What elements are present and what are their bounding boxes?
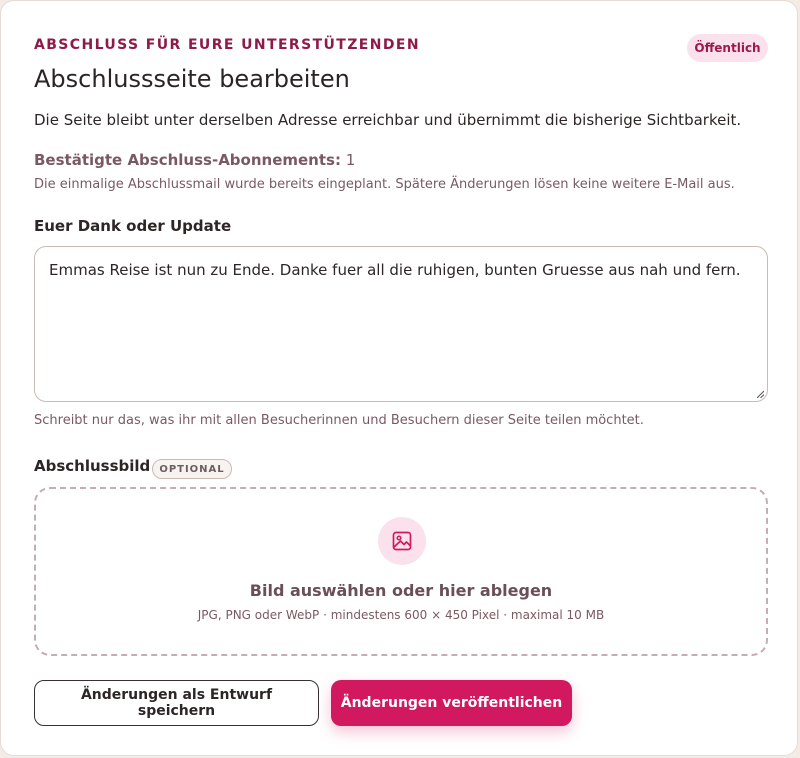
resize-grip-icon[interactable] — [756, 390, 764, 398]
message-field-label: Euer Dank oder Update — [34, 217, 232, 235]
dropzone-title: Bild auswählen oder hier ablegen — [249, 581, 553, 600]
image-dropzone[interactable] — [34, 487, 768, 656]
publish-button[interactable]: Änderungen veröffentlichen — [331, 680, 572, 726]
page-description: Die Seite bleibt unter derselben Adresse erreichbar und übernimmt die bisherige Sichtbarkeit. — [34, 111, 742, 129]
section-eyebrow: ABSCHLUSS FÜR EURE UNTERSTÜTZENDEN — [34, 37, 420, 53]
dropzone-requirements: JPG, PNG oder WebP · mindestens 600 × 450 Pixel · maximal 10 MB — [197, 608, 605, 622]
subscription-stat-count: 1 — [345, 151, 356, 169]
optional-badge: OPTIONAL — [152, 459, 232, 479]
save-draft-button[interactable]: Änderungen als Entwurf speichern — [34, 680, 319, 726]
image-icon — [378, 517, 426, 565]
page-title: Abschlussseite bearbeiten — [34, 65, 350, 93]
visibility-badge: Öffentlich — [687, 34, 768, 62]
message-hint: Schreibt nur das, was ihr mit allen Besucherinnen und Besuchern dieser Seite teilen möchtet. — [34, 413, 644, 428]
message-textarea[interactable] — [34, 246, 768, 402]
image-field-label: Abschlussbild — [34, 457, 151, 475]
subscription-stat-label: Bestätigte Abschluss-Abonnements: — [34, 151, 341, 169]
subscription-stat — [34, 151, 355, 169]
subscription-note: Die einmalige Abschlussmail wurde bereits eingeplant. Spätere Änderungen lösen keine weitere E-Mail aus. — [34, 177, 735, 192]
